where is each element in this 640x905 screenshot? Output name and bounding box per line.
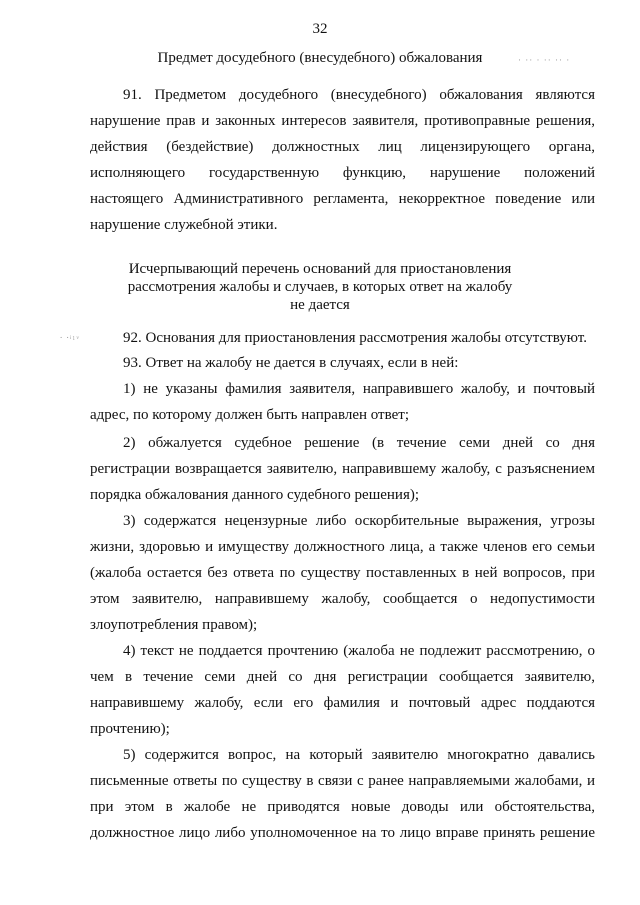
- paragraph-line: письменные ответы по существу в связи с ранее направляемыми жалобами, и: [90, 773, 595, 789]
- paragraph-line: 3) содержатся нецензурные либо оскорбительные выражения, угрозы: [123, 513, 595, 529]
- paragraph-line: действия (бездействие) должностных лиц лицензирующего органа,: [90, 139, 595, 155]
- paragraph-line: адрес, по которому должен быть направлен ответ;: [90, 407, 409, 423]
- paragraph-line: 91. Предметом досудебного (внесудебного) обжалования являются: [123, 87, 595, 103]
- paragraph-line: направившему жалобу, если его фамилия и почтовый адрес поддаются: [90, 695, 595, 711]
- paragraph-92: 92. Основания для приостановления рассмотрения жалобы отсутствуют.: [123, 330, 587, 346]
- paragraph-line: 2) обжалуется судебное решение (в течение семи дней со дня: [123, 435, 595, 451]
- paragraph-line: прочтению);: [90, 721, 170, 737]
- paragraph-line: регистрации возвращается заявителю, направившему жалобу, с разъяснением: [90, 461, 595, 477]
- paragraph-line: злоупотребления правом);: [90, 617, 258, 633]
- scan-artifact: . .ᵢ₁ᵥ: [60, 330, 81, 340]
- heading-line: Исчерпывающий перечень оснований для приостановления: [128, 261, 512, 277]
- scan-artifact: · ·· · ·· ·· ·: [518, 55, 571, 65]
- paragraph-line: (жалоба остается без ответа по существу поставленных в ней вопросов, при: [90, 565, 595, 581]
- heading-line: рассмотрения жалобы и случаев, в которых ответ на жалобу: [127, 279, 513, 295]
- paragraph-line: при этом в жалобе не приводятся новые доводы или обстоятельства,: [90, 799, 595, 815]
- paragraph-line: 1) не указаны фамилия заявителя, направившего жалобу, и почтовый: [123, 381, 595, 397]
- paragraph-line: нарушение прав и законных интересов заявителя, противоправные решения,: [90, 113, 595, 129]
- paragraph-93: 93. Ответ на жалобу не дается в случаях, если в ней:: [123, 355, 459, 371]
- paragraph-line: 4) текст не поддается прочтению (жалоба не подлежит рассмотрению, о: [123, 643, 595, 659]
- paragraph-line: должностное лицо либо уполномоченное на то лицо вправе принять решение: [90, 825, 595, 841]
- section-heading-appeal-subject: Предмет досудебного (внесудебного) обжалования: [157, 50, 483, 66]
- paragraph-line: чем в течение семи дней со дня регистрации сообщается заявителю,: [90, 669, 595, 685]
- paragraph-line: порядка обжалования данного судебного решения);: [90, 487, 420, 503]
- paragraph-line: настоящего Административного регламента, некорректное поведение или: [90, 191, 595, 207]
- paragraph-line: исполняющего государственную функцию, нарушение положений: [90, 165, 595, 181]
- heading-line: не дается: [290, 297, 350, 313]
- paragraph-line: жизни, здоровью и имуществу должностного лица, а также членов его семьи: [90, 539, 595, 555]
- paragraph-line: этом заявителю, направившему жалобу, сообщается о недопустимости: [90, 591, 595, 607]
- page-number: 32: [312, 21, 328, 37]
- paragraph-line: нарушение служебной этики.: [90, 217, 278, 233]
- paragraph-line: 5) содержится вопрос, на который заявителю многократно давались: [123, 747, 595, 763]
